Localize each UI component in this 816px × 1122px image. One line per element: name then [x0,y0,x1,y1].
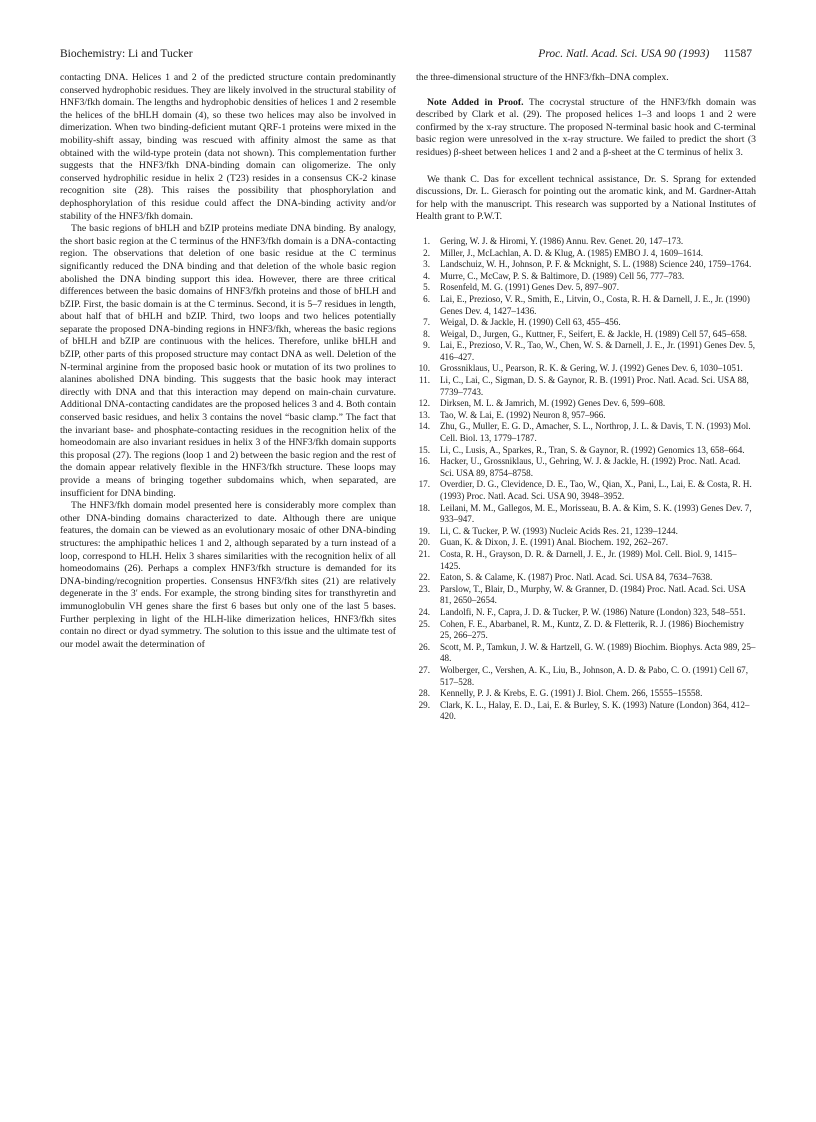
reference-item [416,259,756,271]
reference-text: Kennelly, P. J. & Krebs, E. G. (1991) J. Biol. Chem. 266, 15555–15558. [440,688,703,699]
reference-number: 16. [418,456,430,467]
reference-item [416,537,756,549]
reference-number: 1. [423,235,430,246]
reference-number: 26. [418,641,430,652]
reference-item [416,549,756,572]
reference-item [416,410,756,422]
body-paragraph: The HNF3/fkh domain model presented here is considerably more complex than other DNA-binding domains characterized to date. Although there are unique features, the domain can be viewed as an evolutionary mosaic of other DNA-binding structures: the amphipathic helices 1 and 2, although separated by a turn instead of a loop, correspond to HLH. Helix 3 shares similarities with the recognition helix of all homeodomains (26). Perhaps a complex HNF3/fkh structure is demanded for its DNA-binding/recognition properties. Consensus HNF3/fkh sites (21) are relatively degenerate in the 3′ ends. For example, the strong binding sites for transthyretin and immunoglobulin VH genes share the first 6 bases but only one of the last 5 bases. Further perplexing in light of the HLH-like dimerization helices, HNF3/fkh sites contain no direct or dyad symmetry. The solution to this issue and the ultimate test of our model await the determination of [60,500,396,650]
reference-item [416,526,756,538]
reference-item [416,363,756,375]
reference-list [416,236,756,723]
reference-item [416,584,756,607]
reference-item [416,236,756,248]
right-column [416,72,756,723]
reference-text: Grossniklaus, U., Pearson, R. K. & Gering, W. J. (1992) Genes Dev. 6, 1030–1051. [440,363,743,374]
reference-text: Li, C., Lai, C., Sigman, D. S. & Gaynor, R. B. (1991) Proc. Natl. Acad. Sci. USA 88, 7739–7743. [440,375,749,397]
reference-number: 5. [423,282,430,293]
reference-text: Gering, W. J. & Hiromi, Y. (1986) Annu. Rev. Genet. 20, 147–173. [440,235,684,246]
note-title: Note Added in Proof. [427,96,524,108]
running-head: Biochemistry: Li and Tucker [60,48,193,60]
reference-number: 27. [418,664,430,675]
reference-text: Overdier, D. G., Clevidence, D. E., Tao, W., Qian, X., Pani, L., Lai, E. & Costa, R. H. (1993) Proc. Natl. Acad. Sci. USA 90, 3948–3952. [440,479,752,501]
reference-item [416,329,756,341]
reference-item [416,479,756,502]
reference-text: Li, C., Lusis, A., Sparkes, R., Tran, S. & Gaynor, R. (1992) Genomics 13, 658–664. [440,444,745,455]
reference-item [416,398,756,410]
reference-number: 14. [418,421,430,432]
reference-text: Scott, M. P., Tamkun, J. W. & Hartzell, G. W. (1989) Biochim. Biophys. Acta 989, 25–48. [440,641,756,664]
reference-number: 23. [418,583,430,594]
reference-number: 11. [418,375,430,386]
reference-number: 18. [418,502,430,513]
reference-number: 20. [418,537,430,548]
reference-number: 13. [418,409,430,420]
reference-text: Rosenfeld, M. G. (1991) Genes Dev. 5, 897–907. [440,282,619,293]
reference-text: Landolfi, N. F., Capra, J. D. & Tucker, P. W. (1986) Nature (London) 323, 548–551. [440,606,746,617]
journal-citation: Proc. Natl. Acad. Sci. USA 90 (1993) [538,48,710,60]
reference-number: 7. [423,317,430,328]
reference-text: Li, C. & Tucker, P. W. (1993) Nucleic Acids Res. 21, 1239–1244. [440,525,678,536]
reference-text: Tao, W. & Lai, E. (1992) Neuron 8, 957–966. [440,409,606,420]
reference-item [416,700,756,723]
reference-text: Hacker, U., Grossniklaus, U., Gehring, W. J. & Jackle, H. (1992) Proc. Natl. Acad. Sci. USA 89, 8754–8758. [440,456,741,478]
reference-number: 12. [418,398,430,409]
reference-number: 15. [418,444,430,455]
body-paragraph: The basic regions of bHLH and bZIP proteins mediate DNA binding. By analogy, the short basic region at the C terminus of the HNF3/fkh domain is a DNA-contacting region. The observations that deletion of one basic residue at the C terminus significantly reduced the DNA binding and that deletion of the whole basic region abolished the DNA binding support this idea. However, there are three critical differences between the basic domains of HNF3/fkh proteins and those of bHLH and bZIP. First, the basic domain is at the C terminus. Second, it is 5–7 residues in length, about half that of bHLH and bZIP. Third, two loops and two helices potentially separate the proposed DNA-binding regions in HNF3/fkh, whereas the basic regions of bHLH and bZIP are continuous with the helices. Therefore, unlike bHLH and bZIP, other parts of this proposed structure may contact DNA as well. Deletion of the N-terminal arginine from the proposed basic hook or mutation of its two prolines to alanines abolished DNA binding. This suggests that the basic hook may interact directly with DNA and that this interaction may depend on main-chain curvature. Additional DNA-contacting candidates are the proposed helices 3 and 4. Both contain conserved basic residues, and helix 3 contains the novel “basic clamp.” The fact that the invariant base- and phosphate-contacting residues in the recognition helix of the homeodomain are also invariant residues in helix 3 of the HNF3/fkh domain supports this proposal (27). The regions (loop 1 and 2) between the basic region and the rest of the domain appear relatively flexible in the HNF3/fkh structure. These loops may provide a means of bringing together subdomains which, when separated, are insufficient for DNA binding. [60,223,396,499]
reference-number: 21. [418,548,430,559]
reference-text: Clark, K. L., Halay, E. D., Lai, E. & Burley, S. K. (1993) Nature (London) 364, 412–420. [440,699,750,722]
reference-item [416,282,756,294]
reference-text: Leilani, M. M., Gallegos, M. E., Morisseau, B. A. & Kim, S. K. (1993) Genes Dev. 7, 933–947. [440,502,752,525]
reference-item [416,688,756,700]
left-column [60,72,396,651]
reference-number: 4. [423,270,430,281]
page-header [60,48,752,68]
reference-item [416,665,756,688]
reference-item [416,421,756,444]
note-text: The cocrystal structure of the HNF3/fkh domain was described by Clark et al. (29). The proposed helices 1–3 and loops 1 and 2 were confirmed by the x-ray structure. The proposed N-terminal basic hook and C-terminal basic region were unresolved in the x-ray structure. We failed to predict the short (3 residues) β-sheet between helices 1 and 2 and a β-sheet at the C terminus of helix 3. [416,96,756,158]
reference-number: 22. [418,572,430,583]
reference-number: 3. [423,259,430,270]
reference-text: Zhu, G., Muller, E. G. D., Amacher, S. L., Northrop, J. L. & Davis, T. N. (1993) Mol. Cell. Biol. 13, 1779–1787. [440,421,751,444]
reference-item [416,572,756,584]
reference-text: Wolberger, C., Vershen, A. K., Liu, B., Johnson, A. D. & Pabo, C. O. (1991) Cell 67, 517–528. [440,664,748,687]
body-paragraph: contacting DNA. Helices 1 and 2 of the predicted structure contain predominantly conserved hydrophobic residues. They are likely involved in the structural stability of HNF3/fkh domain. The lengths and hydrophobic densities of helices 1 and 2 resemble the helices of the bHLH domain (4), so these two helices may also be involved in dimerization. When two binding-deficient mutant QRF-1 proteins were mixed in the mobility-shift assay, binding was rescued with affinity almost the same as that obtained with the wild-type protein (data not shown). This complementation further suggests that the HNF3/fkh DNA-binding domain can oligomerize. The only conserved hydrophilic residue in helix 2 (T23) resides in a consensus CK-2 kinase recognition site (28). This raises the possibility that phosphorylation and dephosphorylation of this residue could affect the DNA-binding activity and/or stability of the HNF3/fkh domain. [60,72,396,222]
reference-item [416,375,756,398]
reference-number: 28. [418,688,430,699]
reference-number: 17. [418,479,430,490]
reference-item [416,456,756,479]
reference-item [416,642,756,665]
reference-number: 29. [418,699,430,710]
reference-number: 2. [423,247,430,258]
reference-number: 24. [418,606,430,617]
reference-item [416,317,756,329]
reference-item [416,607,756,619]
reference-text: Lai, E., Prezioso, V. R., Smith, E., Litvin, O., Costa, R. H. & Darnell, J. E., Jr. (1990) Genes Dev. 4, 1427–1436. [440,293,750,316]
reference-text: Weigal, D. & Jackle, H. (1990) Cell 63, 455–456. [440,317,621,328]
reference-number: 19. [418,525,430,536]
note-added-in-proof [416,97,756,160]
reference-text: Murre, C., McCaw, P. S. & Baltimore, D. (1989) Cell 56, 777–783. [440,270,685,281]
reference-number: 6. [423,293,430,304]
reference-text: Lai, E., Prezioso, V. R., Tao, W., Chen, W. S. & Darnell, J. E., Jr. (1991) Genes Dev. 5, 416–427. [440,340,756,362]
journal-citation-and-page [538,48,752,60]
reference-item [416,271,756,283]
reference-text: Eaton, S. & Calame, K. (1987) Proc. Natl. Acad. Sci. USA 84, 7634–7638. [440,572,713,583]
reference-item [416,619,756,642]
reference-text: Landschuiz, W. H., Johnson, P. F. & Mcknight, S. L. (1988) Science 240, 1759–1764. [440,259,752,270]
reference-item [416,340,756,363]
reference-item [416,445,756,457]
page-number: 11587 [723,48,752,60]
acknowledgment: We thank C. Das for excellent technical assistance, Dr. S. Sprang for extended discussions, Dr. L. Gierasch for pointing out the aromatic kink, and M. Gardner-Attah for help with the manuscript. This research was supported by a National Institutes of Health grant to P.W.T. [416,173,756,223]
body-paragraph-continuation: the three-dimensional structure of the HNF3/fkh–DNA complex. [416,72,669,83]
reference-text: Dirksen, M. L. & Jamrich, M. (1992) Genes Dev. 6, 599–608. [440,398,666,409]
reference-item [416,248,756,260]
reference-number: 9. [423,340,430,351]
reference-text: Costa, R. H., Grayson, D. R. & Darnell, J. E., Jr. (1989) Mol. Cell. Biol. 9, 1415–1425. [440,548,737,571]
reference-text: Miller, J., McLachlan, A. D. & Klug, A. (1985) EMBO J. 4, 1609–1614. [440,247,704,258]
reference-text: Parslow, T., Blair, D., Murphy, W. & Granner, D. (1984) Proc. Natl. Acad. Sci. USA 81, 2650–2654. [440,583,746,606]
reference-text: Cohen, F. E., Abarbanel, R. M., Kuntz, Z. D. & Fletterik, R. J. (1986) Biochemistry 25, 266–275. [440,618,744,641]
reference-text: Guan, K. & Dixon, J. E. (1991) Anal. Biochem. 192, 262–267. [440,537,669,548]
reference-number: 8. [423,328,430,339]
reference-item [416,294,756,317]
reference-number: 10. [418,363,430,374]
reference-text: Weigal, D., Jurgen, G., Kuttner, F., Seifert, E. & Jackle, H. (1989) Cell 57, 645–658. [440,328,747,339]
reference-item [416,503,756,526]
reference-number: 25. [418,618,430,629]
